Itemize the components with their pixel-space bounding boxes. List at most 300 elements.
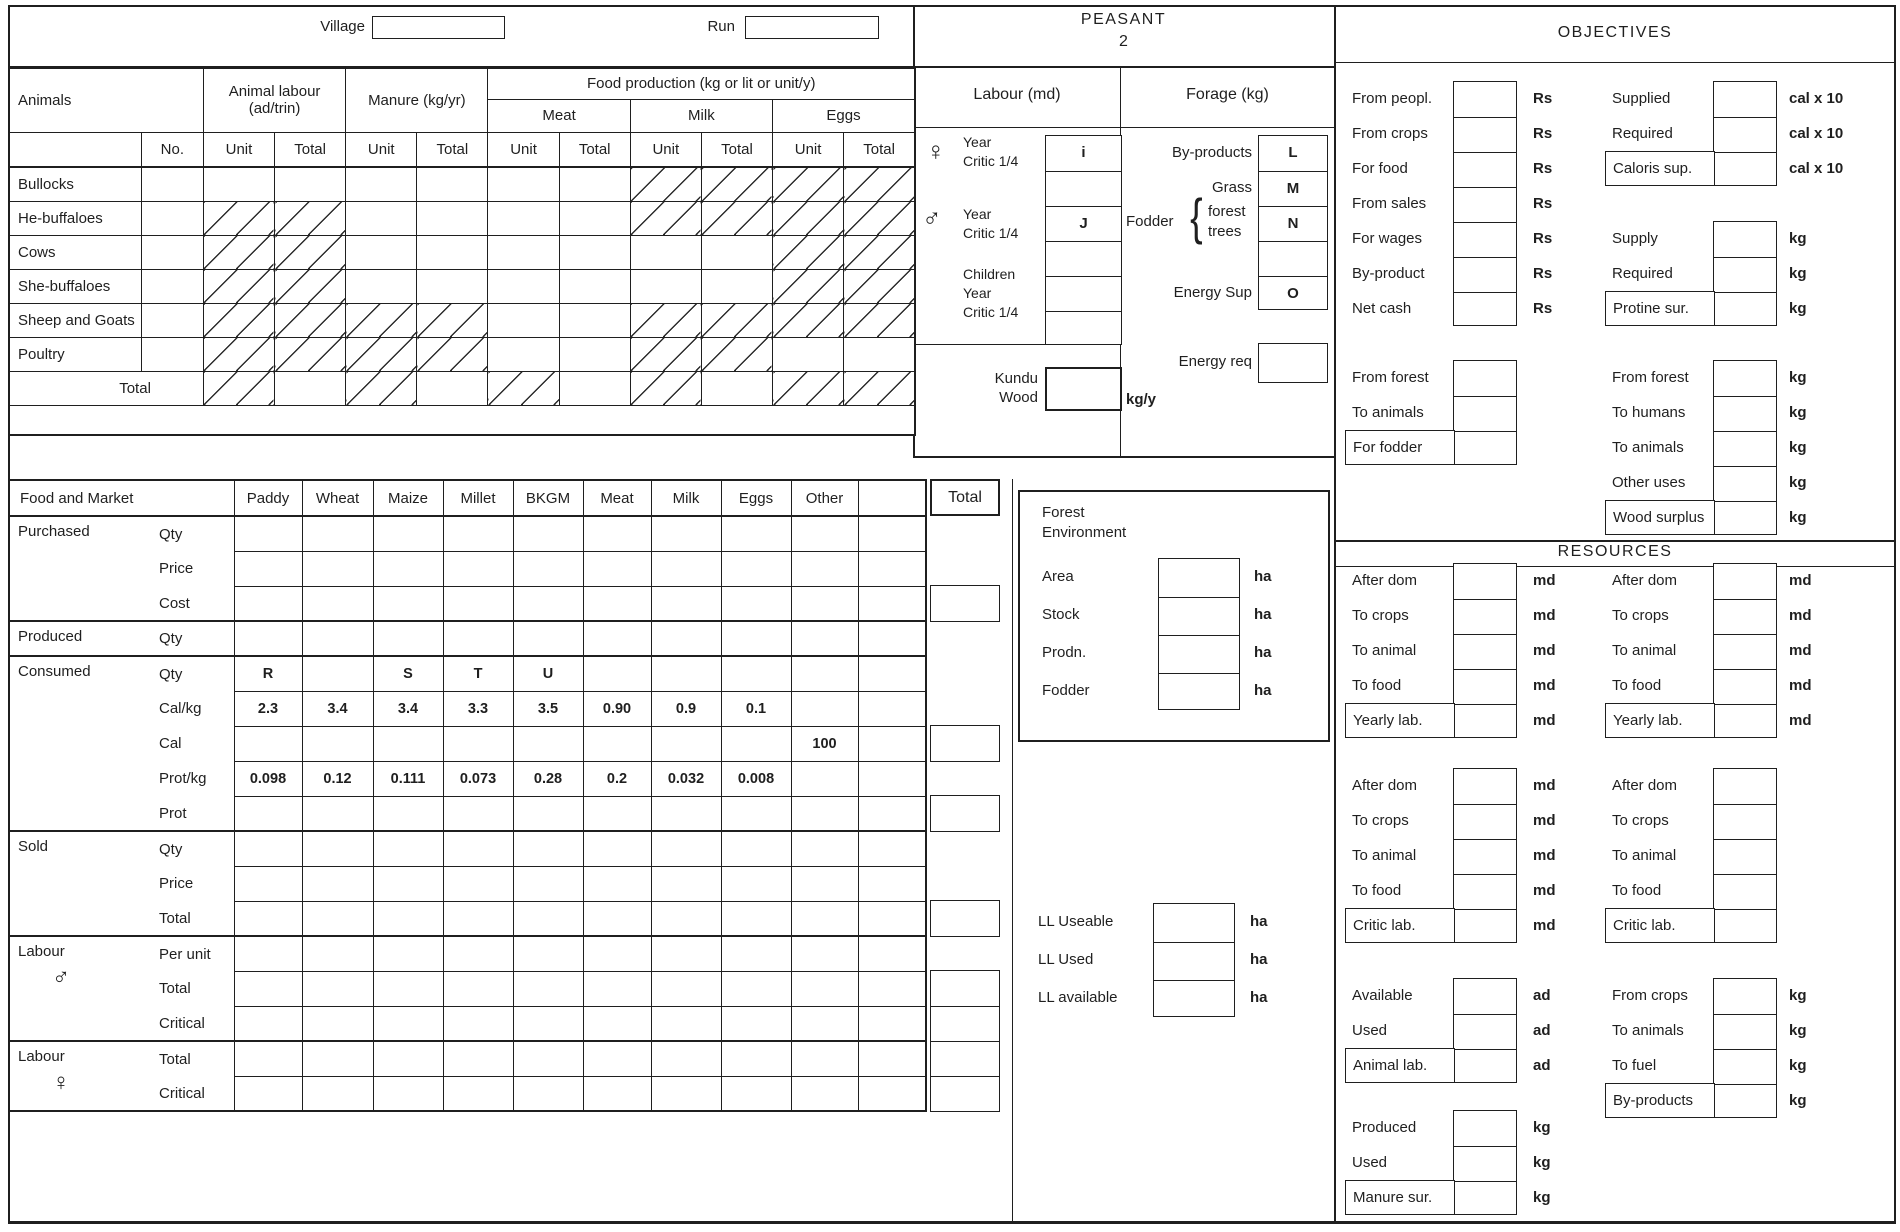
labour-cell-4[interactable] <box>1046 276 1121 311</box>
fm-cell-consumed-qty-wheat[interactable] <box>302 656 373 691</box>
fm-cell-labour-critical-wheat[interactable] <box>302 1006 373 1041</box>
fm-cell-purchased-cost-other[interactable] <box>791 586 858 621</box>
fm-cell-labour-critical-eggs[interactable] <box>721 1076 791 1111</box>
fm-cell-consumed-prot-wheat[interactable] <box>302 796 373 831</box>
fm-total-box-13[interactable] <box>931 971 999 1006</box>
fm-row-labour-critical-label: Critical <box>131 1006 234 1041</box>
resources-b2r-input-critic-lab[interactable] <box>1714 909 1776 944</box>
fm-cell-consumed-prot-kg-eggs: 0.008 <box>721 761 791 796</box>
objectives-calories-unit-supplied: cal x 10 <box>1789 90 1844 107</box>
animal-row-poultry-cell-0 <box>203 337 274 371</box>
fm-cell-purchased-price-maize[interactable] <box>373 551 443 586</box>
fm-cell-purchased-cost-wheat[interactable] <box>302 586 373 621</box>
fm-cell-sold-total-meat[interactable] <box>583 901 651 936</box>
animal-row-poultry-cell-8[interactable] <box>773 337 844 371</box>
fm-cell-sold-total-other[interactable] <box>791 901 858 936</box>
objectives-cash-label-from-peopl: From peopl. <box>1352 90 1433 107</box>
fm-cell-consumed-cal-kg-eggs: 0.1 <box>721 691 791 726</box>
animal-row-bullocks-cell-2[interactable] <box>346 167 417 201</box>
fm-cell-labour-critical-maize[interactable] <box>373 1076 443 1111</box>
labour-cell-2[interactable]: J <box>1046 206 1121 241</box>
labour-cell-1[interactable] <box>1046 171 1121 206</box>
resources-b2l-boxes <box>1453 768 1517 943</box>
fm-cell-sold-price-milk[interactable] <box>651 866 721 901</box>
resources-b2l-input-to-animal[interactable] <box>1454 839 1516 874</box>
objectives-calories-label-caloris-sup: Caloris sup. <box>1605 151 1715 186</box>
forage-cell-n[interactable]: N <box>1259 206 1327 241</box>
kg-per-year-label: kg/y <box>1126 391 1157 408</box>
resources-b2r-input-to-animal[interactable] <box>1714 839 1776 874</box>
ll-fields-input-ll-available[interactable] <box>1154 980 1234 1018</box>
fm-col-eggs: Eggs <box>721 480 791 516</box>
fm-total-box-6[interactable] <box>930 725 1000 762</box>
animal-row-cows-cell-2[interactable] <box>346 235 417 269</box>
objectives-cash-input-from-sales[interactable] <box>1454 187 1516 222</box>
fm-cell-consumed-prot-kg-other[interactable] <box>791 761 858 796</box>
forest_env-fields-input-stock[interactable] <box>1159 597 1239 635</box>
fm-cell-purchased-qty-meat[interactable] <box>583 516 651 551</box>
objectives-cash-unit-from-crops: Rs <box>1533 125 1553 142</box>
fm-cell-labour-per-unit-millet[interactable] <box>443 936 513 971</box>
fm-cell-labour-critical-bkgm[interactable] <box>513 1006 583 1041</box>
animal-row-she-buffaloes-cell-5[interactable] <box>559 269 630 303</box>
resources-b1l-input-to-crops[interactable] <box>1454 599 1516 634</box>
fm-cell-labour-total-other[interactable] <box>791 971 858 1006</box>
fm-cell-consumed-cal-kg-other[interactable] <box>791 691 858 726</box>
fm-total-box-14[interactable] <box>931 1006 999 1041</box>
fm-cell-labour-per-unit-milk[interactable] <box>651 936 721 971</box>
fm-cell-produced-qty-meat[interactable] <box>583 621 651 656</box>
resources-b2r-label-to-animal: To animal <box>1612 847 1677 864</box>
fm-cell-sold-qty-eggs[interactable] <box>721 831 791 866</box>
animal-row-bullocks-cell-4[interactable] <box>488 167 559 201</box>
fm-cell-labour-critical-meat[interactable] <box>583 1076 651 1111</box>
forage-cell-l[interactable]: L <box>1288 144 1298 161</box>
resources-b3l-input-animal-lab[interactable] <box>1454 1049 1516 1084</box>
resources-b1l-input-to-food[interactable] <box>1454 669 1516 704</box>
objectives-wood-input-wood-surplus[interactable] <box>1714 501 1776 536</box>
fm-cell-purchased-cost-meat[interactable] <box>583 586 651 621</box>
objectives-cash-input-for-wages[interactable] <box>1454 222 1516 257</box>
fm-cell-sold-price-blank[interactable] <box>858 866 926 901</box>
animal-row-she-buffaloes-cell-6[interactable] <box>630 269 701 303</box>
objectives-forest_cash-input-from-forest[interactable] <box>1454 361 1516 396</box>
fm-cell-sold-total-milk[interactable] <box>651 901 721 936</box>
labour-cell-0[interactable]: i <box>1081 144 1086 161</box>
forest_env-fields-input-fodder[interactable] <box>1159 673 1239 711</box>
resources-b4l-input-used[interactable] <box>1454 1146 1516 1181</box>
fm-cell-purchased-price-meat[interactable] <box>583 551 651 586</box>
objectives-supply-input-supply[interactable] <box>1714 222 1776 257</box>
fm-cell-labour-critical-milk[interactable] <box>651 1076 721 1111</box>
fm-cell-consumed-cal-blank[interactable] <box>858 726 926 761</box>
fm-cell-consumed-prot-blank[interactable] <box>858 796 926 831</box>
fm-cell-sold-price-bkgm[interactable] <box>513 866 583 901</box>
animal-row-bullocks-no-cell[interactable] <box>141 167 203 201</box>
fm-cell-labour-total-millet[interactable] <box>443 1041 513 1076</box>
fm-cell-sold-price-millet[interactable] <box>443 866 513 901</box>
fm-cell-consumed-prot-milk[interactable] <box>651 796 721 831</box>
fm-cell-consumed-qty-eggs[interactable] <box>721 656 791 691</box>
animal-row-total-cell-7[interactable] <box>701 371 772 405</box>
fm-cell-labour-critical-blank[interactable] <box>858 1006 926 1041</box>
resources-b1l-input-after-dom[interactable] <box>1454 564 1516 599</box>
animal-row-she-buffaloes-cell-4[interactable] <box>488 269 559 303</box>
fm-cell-labour-total-milk[interactable] <box>651 1041 721 1076</box>
fm-cell-consumed-qty-meat[interactable] <box>583 656 651 691</box>
animal-row-cows-cell-7[interactable] <box>701 235 772 269</box>
fm-cell-produced-qty-paddy[interactable] <box>234 621 302 656</box>
resources-b3l-input-used[interactable] <box>1454 1014 1516 1049</box>
resources-b3r-input-by-products[interactable] <box>1714 1084 1776 1119</box>
fm-cell-labour-critical-blank[interactable] <box>858 1076 926 1111</box>
fm-cell-purchased-price-milk[interactable] <box>651 551 721 586</box>
food-subgroup-eggs: Eggs <box>773 99 915 132</box>
energy-req-input[interactable] <box>1258 343 1328 383</box>
resources-b2l-input-after-dom[interactable] <box>1454 769 1516 804</box>
objectives-forest_cash-input-to-animals[interactable] <box>1454 396 1516 431</box>
fm-cell-purchased-cost-milk[interactable] <box>651 586 721 621</box>
fm-cell-labour-critical-bkgm[interactable] <box>513 1076 583 1111</box>
objectives-supply-input-protine-sur[interactable] <box>1714 292 1776 327</box>
objectives-cash-input-net-cash[interactable] <box>1454 292 1516 327</box>
forest_env-fields-input-area[interactable] <box>1159 559 1239 597</box>
fm-cell-consumed-prot-millet[interactable] <box>443 796 513 831</box>
resources-b2r-input-after-dom[interactable] <box>1714 769 1776 804</box>
forage-cell-m[interactable]: M <box>1259 171 1327 206</box>
fm-group-labour-male <box>9 936 131 1041</box>
animal-row-bullocks-cell-5[interactable] <box>559 167 630 201</box>
animal-row-he-buffaloes-cell-5[interactable] <box>559 201 630 235</box>
fm-cell-purchased-qty-millet[interactable] <box>443 516 513 551</box>
animal-row-cows-cell-3[interactable] <box>417 235 488 269</box>
fm-cell-labour-per-unit-wheat[interactable] <box>302 936 373 971</box>
forage-cell-3[interactable] <box>1259 241 1327 276</box>
trees-label: trees <box>1208 223 1242 240</box>
fm-cell-sold-total-millet[interactable] <box>443 901 513 936</box>
fm-total-box-16[interactable] <box>931 1076 999 1111</box>
resources-b4l-input-manure-sur[interactable] <box>1454 1181 1516 1216</box>
animal-row-sheep-and-goats-cell-4[interactable] <box>488 303 559 337</box>
fm-cell-labour-per-unit-eggs[interactable] <box>721 936 791 971</box>
fm-cell-purchased-price-wheat[interactable] <box>302 551 373 586</box>
objectives-cash-input-by-product[interactable] <box>1454 257 1516 292</box>
run-input[interactable] <box>745 16 879 39</box>
fm-cell-labour-total-blank[interactable] <box>858 1041 926 1076</box>
objectives-wood-input-to-humans[interactable] <box>1714 396 1776 431</box>
animal-row-he-buffaloes-cell-0 <box>203 201 274 235</box>
fm-cell-sold-price-wheat[interactable] <box>302 866 373 901</box>
fm-cell-sold-qty-wheat[interactable] <box>302 831 373 866</box>
animal-row-he-buffaloes-cell-3[interactable] <box>417 201 488 235</box>
fm-cell-labour-per-unit-other[interactable] <box>791 936 858 971</box>
fm-cell-purchased-qty-paddy[interactable] <box>234 516 302 551</box>
fm-cell-consumed-prot-eggs[interactable] <box>721 796 791 831</box>
fm-cell-purchased-qty-bkgm[interactable] <box>513 516 583 551</box>
resources-b1r-unit-to-animal: md <box>1789 642 1812 659</box>
fm-cell-sold-total-eggs[interactable] <box>721 901 791 936</box>
fm-cell-labour-critical-meat[interactable] <box>583 1006 651 1041</box>
animal-row-total-cell-6 <box>630 371 701 405</box>
fm-cell-consumed-prot-paddy[interactable] <box>234 796 302 831</box>
fm-cell-sold-qty-bkgm[interactable] <box>513 831 583 866</box>
fm-cell-purchased-qty-milk[interactable] <box>651 516 721 551</box>
fm-cell-labour-critical-milk[interactable] <box>651 1006 721 1041</box>
resources-b2l-input-critic-lab[interactable] <box>1454 909 1516 944</box>
fm-cell-consumed-cal-eggs[interactable] <box>721 726 791 761</box>
animal-row-he-buffaloes-cell-4[interactable] <box>488 201 559 235</box>
fm-cell-labour-per-unit-blank[interactable] <box>858 936 926 971</box>
fm-cell-labour-critical-eggs[interactable] <box>721 1006 791 1041</box>
forage-cell-o[interactable]: O <box>1259 276 1327 311</box>
objectives-wood-input-to-animals[interactable] <box>1714 431 1776 466</box>
fm-cell-consumed-cal-paddy[interactable] <box>234 726 302 761</box>
ll-fields-input-ll-used[interactable] <box>1154 942 1234 980</box>
fm-cell-sold-price-paddy[interactable] <box>234 866 302 901</box>
objectives-cash-input-for-food[interactable] <box>1454 152 1516 187</box>
fm-cell-sold-qty-other[interactable] <box>791 831 858 866</box>
animal-row-poultry-cell-5[interactable] <box>559 337 630 371</box>
resources-b1r-input-to-crops[interactable] <box>1714 599 1776 634</box>
fm-cell-labour-critical-millet[interactable] <box>443 1006 513 1041</box>
fm-cell-labour-total-paddy[interactable] <box>234 971 302 1006</box>
fm-cell-sold-total-wheat[interactable] <box>302 901 373 936</box>
fm-total-box-2[interactable] <box>930 585 1000 622</box>
resources-b1l-input-yearly-lab[interactable] <box>1454 704 1516 739</box>
fm-cell-purchased-qty-eggs[interactable] <box>721 516 791 551</box>
fm-cell-purchased-qty-other[interactable] <box>791 516 858 551</box>
fm-cell-consumed-prot-meat[interactable] <box>583 796 651 831</box>
fm-cell-consumed-prot-bkgm[interactable] <box>513 796 583 831</box>
fm-cell-consumed-cal-millet[interactable] <box>443 726 513 761</box>
fm-cell-consumed-prot-other[interactable] <box>791 796 858 831</box>
fm-cell-sold-qty-meat[interactable] <box>583 831 651 866</box>
resources-b1r-input-to-food[interactable] <box>1714 669 1776 704</box>
animal-row-total-cell-1[interactable] <box>275 371 346 405</box>
fm-cell-produced-qty-other[interactable] <box>791 621 858 656</box>
animal-row-poultry-no-cell[interactable] <box>141 337 203 371</box>
resources-b3r-input-to-animals[interactable] <box>1714 1014 1776 1049</box>
resources-b3l-input-available[interactable] <box>1454 979 1516 1014</box>
fm-cell-sold-total-maize[interactable] <box>373 901 443 936</box>
fm-cell-labour-critical-maize[interactable] <box>373 1006 443 1041</box>
fm-cell-purchased-price-paddy[interactable] <box>234 551 302 586</box>
fm-cell-sold-total-bkgm[interactable] <box>513 901 583 936</box>
objectives-cash-input-from-crops[interactable] <box>1454 117 1516 152</box>
resources-b3r-input-to-fuel[interactable] <box>1714 1049 1776 1084</box>
fm-cell-labour-per-unit-paddy[interactable] <box>234 936 302 971</box>
fm-cell-produced-qty-eggs[interactable] <box>721 621 791 656</box>
animal-row-bullocks-cell-3[interactable] <box>417 167 488 201</box>
fm-cell-sold-qty-millet[interactable] <box>443 831 513 866</box>
fm-cell-labour-total-maize[interactable] <box>373 971 443 1006</box>
objectives-forest_cash-input-for-fodder[interactable] <box>1454 431 1516 466</box>
animal-row-total-cell-3[interactable] <box>417 371 488 405</box>
fm-row-consumed-prot-kg-label: Prot/kg <box>131 761 234 796</box>
resources-b1r-input-after-dom[interactable] <box>1714 564 1776 599</box>
village-input[interactable] <box>372 16 505 39</box>
fm-cell-produced-qty-milk[interactable] <box>651 621 721 656</box>
fm-cell-purchased-qty-wheat[interactable] <box>302 516 373 551</box>
animal-row-he-buffaloes-cell-2[interactable] <box>346 201 417 235</box>
fm-cell-produced-qty-millet[interactable] <box>443 621 513 656</box>
fm-cell-consumed-qty-other[interactable] <box>791 656 858 691</box>
fm-cell-labour-critical-other[interactable] <box>791 1076 858 1111</box>
fm-cell-labour-total-wheat[interactable] <box>302 971 373 1006</box>
resources-b1r-input-yearly-lab[interactable] <box>1714 704 1776 739</box>
animal-row-bullocks-cell-0[interactable] <box>203 167 274 201</box>
animal-row-poultry-cell-9[interactable] <box>844 337 915 371</box>
fm-cell-purchased-qty-blank[interactable] <box>858 516 926 551</box>
food-subgroup-meat: Meat <box>488 99 630 132</box>
objectives-calories-input-required[interactable] <box>1714 117 1776 152</box>
fm-cell-labour-critical-paddy[interactable] <box>234 1006 302 1041</box>
fm-cell-consumed-prot-kg-blank[interactable] <box>858 761 926 796</box>
animal-row-cows-no-cell[interactable] <box>141 235 203 269</box>
fm-cell-produced-qty-wheat[interactable] <box>302 621 373 656</box>
animal-row-cows-cell-4[interactable] <box>488 235 559 269</box>
fm-cell-labour-total-maize[interactable] <box>373 1041 443 1076</box>
fm-cell-consumed-cal-kg-blank[interactable] <box>858 691 926 726</box>
fm-cell-labour-critical-paddy[interactable] <box>234 1076 302 1111</box>
fm-cell-sold-price-maize[interactable] <box>373 866 443 901</box>
fm-cell-sold-qty-maize[interactable] <box>373 831 443 866</box>
resources-b2r-input-to-food[interactable] <box>1714 874 1776 909</box>
fm-cell-labour-per-unit-bkgm[interactable] <box>513 936 583 971</box>
fm-cell-sold-qty-milk[interactable] <box>651 831 721 866</box>
resources-b4l-input-produced[interactable] <box>1454 1111 1516 1146</box>
resources-b2r-input-to-crops[interactable] <box>1714 804 1776 839</box>
animal-labour-group-header: Animal labour (ad/trin) <box>203 68 345 132</box>
fm-cell-purchased-cost-paddy[interactable] <box>234 586 302 621</box>
fm-cell-labour-total-milk[interactable] <box>651 971 721 1006</box>
fm-cell-consumed-prot-maize[interactable] <box>373 796 443 831</box>
fm-total-box-11[interactable] <box>930 900 1000 937</box>
fm-cell-purchased-price-other[interactable] <box>791 551 858 586</box>
resources-b3l-boxes <box>1453 978 1517 1083</box>
labour-cell-3[interactable] <box>1046 241 1121 276</box>
fm-cell-purchased-price-blank[interactable] <box>858 551 926 586</box>
fm-cell-purchased-price-bkgm[interactable] <box>513 551 583 586</box>
objectives-cash-input-from-peopl[interactable] <box>1454 82 1516 117</box>
fm-cell-sold-price-eggs[interactable] <box>721 866 791 901</box>
animal-row-sheep-and-goats-cell-2 <box>346 303 417 337</box>
fm-cell-purchased-cost-bkgm[interactable] <box>513 586 583 621</box>
fm-cell-consumed-qty-millet: T <box>443 656 513 691</box>
fm-total-box-15[interactable] <box>931 1041 999 1076</box>
fm-cell-sold-price-other[interactable] <box>791 866 858 901</box>
animal-row-cows-cell-6[interactable] <box>630 235 701 269</box>
fm-cell-purchased-cost-eggs[interactable] <box>721 586 791 621</box>
fm-cell-sold-price-meat[interactable] <box>583 866 651 901</box>
fm-cell-labour-per-unit-maize[interactable] <box>373 936 443 971</box>
objectives-wood-input-from-forest[interactable] <box>1714 361 1776 396</box>
fm-cell-sold-qty-blank[interactable] <box>858 831 926 866</box>
fm-cell-labour-critical-other[interactable] <box>791 1006 858 1041</box>
resources-b1l-input-to-animal[interactable] <box>1454 634 1516 669</box>
fm-cell-consumed-cal-bkgm[interactable] <box>513 726 583 761</box>
objectives-supply-input-required[interactable] <box>1714 257 1776 292</box>
objectives-calories-input-caloris-sup[interactable] <box>1714 152 1776 187</box>
fm-cell-labour-total-wheat[interactable] <box>302 1041 373 1076</box>
fm-cell-consumed-qty-blank[interactable] <box>858 656 926 691</box>
animal-row-poultry-cell-4[interactable] <box>488 337 559 371</box>
animal-row-she-buffaloes-cell-3[interactable] <box>417 269 488 303</box>
kundu-wood-input[interactable] <box>1045 367 1122 411</box>
fm-cell-purchased-cost-maize[interactable] <box>373 586 443 621</box>
fm-cell-labour-per-unit-meat[interactable] <box>583 936 651 971</box>
fm-cell-labour-total-eggs[interactable] <box>721 1041 791 1076</box>
fm-cell-labour-total-bkgm[interactable] <box>513 1041 583 1076</box>
fm-cell-sold-qty-paddy[interactable] <box>234 831 302 866</box>
fm-cell-sold-total-paddy[interactable] <box>234 901 302 936</box>
fm-cell-purchased-qty-maize[interactable] <box>373 516 443 551</box>
fm-cell-labour-total-millet[interactable] <box>443 971 513 1006</box>
fm-cell-produced-qty-bkgm[interactable] <box>513 621 583 656</box>
fm-cell-labour-critical-millet[interactable] <box>443 1076 513 1111</box>
animal-row-total-cell-5[interactable] <box>559 371 630 405</box>
resources-b3r-input-from-crops[interactable] <box>1714 979 1776 1014</box>
forest_env-fields-input-prodn[interactable] <box>1159 635 1239 673</box>
resources-b2l-input-to-crops[interactable] <box>1454 804 1516 839</box>
food-and-market-table <box>8 479 927 1112</box>
resources-b2l-input-to-food[interactable] <box>1454 874 1516 909</box>
animal-row-cows-cell-5[interactable] <box>559 235 630 269</box>
fm-cell-produced-qty-blank[interactable] <box>858 621 926 656</box>
animal-row-she-buffaloes-cell-7[interactable] <box>701 269 772 303</box>
fm-total-box-8[interactable] <box>930 795 1000 832</box>
objectives-wood-input-other-uses[interactable] <box>1714 466 1776 501</box>
fm-cell-purchased-cost-millet[interactable] <box>443 586 513 621</box>
fm-cell-labour-total-eggs[interactable] <box>721 971 791 1006</box>
animal-row-she-buffaloes-cell-2[interactable] <box>346 269 417 303</box>
fm-cell-labour-total-paddy[interactable] <box>234 1041 302 1076</box>
animal-row-she-buffaloes-cell-0 <box>203 269 274 303</box>
ll-fields-input-ll-useable[interactable] <box>1154 904 1234 942</box>
labour-cell-5[interactable] <box>1046 311 1121 346</box>
food-subgroup-milk: Milk <box>630 99 772 132</box>
animal-row-sheep-and-goats-cell-5[interactable] <box>559 303 630 337</box>
fm-cell-produced-qty-maize[interactable] <box>373 621 443 656</box>
fm-cell-consumed-cal-maize[interactable] <box>373 726 443 761</box>
animal-row-he-buffaloes-no-cell[interactable] <box>141 201 203 235</box>
animal-row-she-buffaloes-no-cell[interactable] <box>141 269 203 303</box>
animal-row-bullocks-cell-1[interactable] <box>275 167 346 201</box>
fm-cell-consumed-qty-milk[interactable] <box>651 656 721 691</box>
fm-cell-purchased-cost-blank[interactable] <box>858 586 926 621</box>
resources-b1r-input-to-animal[interactable] <box>1714 634 1776 669</box>
fm-cell-consumed-cal-milk[interactable] <box>651 726 721 761</box>
fm-cell-labour-total-meat[interactable] <box>583 971 651 1006</box>
animal-row-sheep-and-goats-cell-8 <box>773 303 844 337</box>
fm-cell-labour-critical-wheat[interactable] <box>302 1076 373 1111</box>
fm-cell-labour-total-other[interactable] <box>791 1041 858 1076</box>
fm-cell-labour-total-meat[interactable] <box>583 1041 651 1076</box>
fm-cell-consumed-cal-meat[interactable] <box>583 726 651 761</box>
fm-cell-sold-total-blank[interactable] <box>858 901 926 936</box>
animal-row-sheep-and-goats-no-cell[interactable] <box>141 303 203 337</box>
fm-cell-consumed-cal-wheat[interactable] <box>302 726 373 761</box>
fm-col-bkgm: BKGM <box>513 480 583 516</box>
unit-column-header: Unit <box>630 132 701 167</box>
objectives-calories-input-supplied[interactable] <box>1714 82 1776 117</box>
fm-cell-labour-total-bkgm[interactable] <box>513 971 583 1006</box>
fm-cell-purchased-price-eggs[interactable] <box>721 551 791 586</box>
fm-cell-labour-total-blank[interactable] <box>858 971 926 1006</box>
labour-md-cells <box>1045 135 1122 345</box>
male-icon: ♂ <box>922 203 942 233</box>
fm-cell-purchased-price-millet[interactable] <box>443 551 513 586</box>
